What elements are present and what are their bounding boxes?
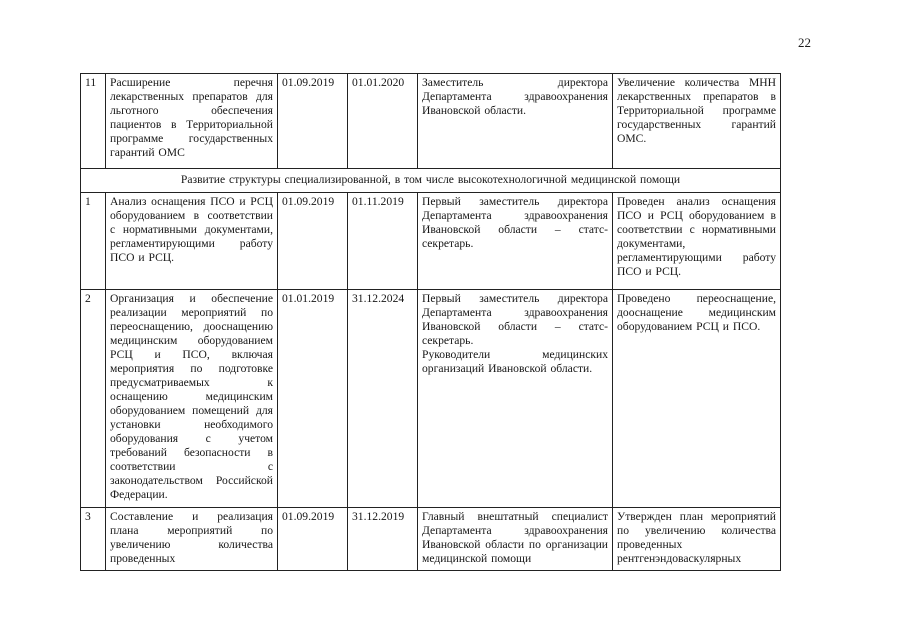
cell-responsible: Первый заместитель директора Департамента здравоохранения Ивановской области – статс-секретарь. [418, 193, 613, 290]
cell-row-number: 1 [81, 193, 106, 290]
cell-end-date: 01.11.2019 [348, 193, 418, 290]
table-row [81, 508, 781, 571]
cell-result: Увеличение количества МНН лекарственных препаратов в Территориальной программе государственных гарантий ОМС. [613, 74, 781, 169]
section-header-row [81, 169, 781, 193]
cell-start-date: 01.09.2019 [278, 193, 348, 290]
cell-task: Составление и реализация плана мероприятий по увеличению количества проведенных [106, 508, 278, 571]
cell-responsible: Заместитель директора Департамента здравоохранения Ивановской области. [418, 74, 613, 169]
cell-row-number: 11 [81, 74, 106, 169]
cell-result: Проведено переоснащение, дооснащение медицинским оборудованием РСЦ и ПСО. [613, 290, 781, 508]
responsible-organization: Руководители медицинских организаций Ивановской области. [422, 348, 608, 375]
cell-start-date: 01.01.2019 [278, 290, 348, 508]
section-header-title: Развитие структуры специализированной, в том числе высокотехнологичной медицинской помощи [81, 169, 781, 193]
cell-row-number: 3 [81, 508, 106, 571]
table-row [81, 74, 781, 169]
cell-end-date: 01.01.2020 [348, 74, 418, 169]
measures-table [80, 73, 781, 571]
cell-start-date: 01.09.2019 [278, 74, 348, 169]
cell-result: Проведен анализ оснащения ПСО и РСЦ оборудованием в соответствии с нормативными документами, регламентирующими работу ПСО и РСЦ. [613, 193, 781, 290]
cell-task: Организация и обеспечение реализации мероприятий по переоснащению, дооснащению медицинским оборудованием РСЦ и ПСО, включая мероприятия по подготовке предусматриваемых к оснащению медицинским оборудованием помещений для установки необходимого оборудования с учетом требований безопасности в соответствии с законодательством Российской Федерации. [106, 290, 278, 508]
cell-responsible: Главный внештатный специалист Департамента здравоохранения Ивановской области по организации медицинской помощи [418, 508, 613, 571]
cell-task: Расширение перечня лекарственных препаратов для льготного обеспечения пациентов в Территориальной программе государственных гарантий ОМС [106, 74, 278, 169]
cell-end-date: 31.12.2024 [348, 290, 418, 508]
page-number: 22 [798, 35, 811, 50]
cell-result: Утвержден план мероприятий по увеличению количества проведенных рентгенэндоваскулярных [613, 508, 781, 571]
cell-responsible [418, 290, 613, 508]
cell-row-number: 2 [81, 290, 106, 508]
cell-task: Анализ оснащения ПСО и РСЦ оборудованием в соответствии с нормативными документами, регламентирующими работу ПСО и РСЦ. [106, 193, 278, 290]
cell-end-date: 31.12.2019 [348, 508, 418, 571]
responsible-person: Первый заместитель директора Департамента здравоохранения Ивановской области – статс-секретарь. [422, 292, 608, 347]
cell-start-date: 01.09.2019 [278, 508, 348, 571]
table-row [81, 193, 781, 290]
table-row [81, 290, 781, 508]
